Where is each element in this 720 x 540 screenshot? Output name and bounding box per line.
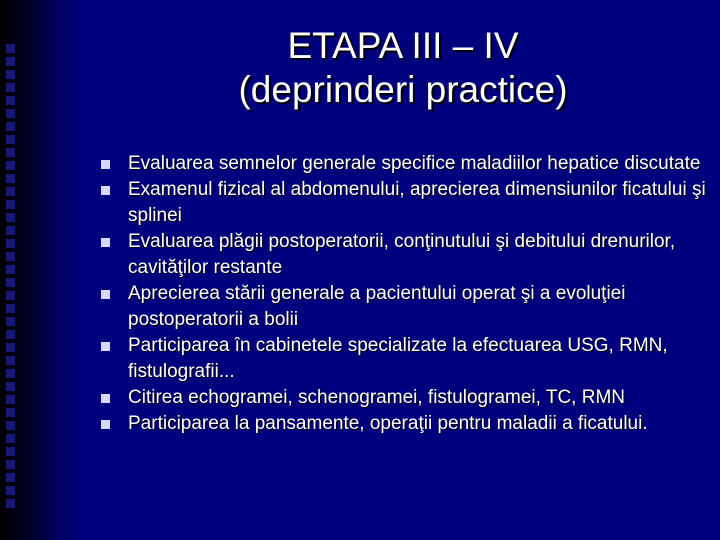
decorative-square	[6, 187, 15, 196]
decorative-square-column	[2, 44, 20, 512]
square-bullet-icon	[101, 160, 110, 169]
decorative-square	[6, 96, 15, 105]
bullet-item	[98, 411, 710, 437]
bullet-text: Participarea la pansamente, operaţii pentru maladii a ficatului.	[128, 413, 648, 434]
decorative-square	[6, 382, 15, 391]
bullet-item	[98, 177, 710, 229]
slide-title-line-2: (deprinderi practice)	[238, 69, 568, 110]
decorative-square	[6, 499, 15, 508]
square-bullet-icon	[101, 420, 110, 429]
decorative-square	[6, 213, 15, 222]
decorative-square	[6, 252, 15, 261]
square-bullet-icon	[101, 238, 110, 247]
decorative-square	[6, 356, 15, 365]
decorative-square	[6, 278, 15, 287]
bullet-text: Participarea în cabinetele specializate la efectuarea USG, RMN, fistulografii...	[128, 335, 668, 382]
left-decorative-band	[0, 0, 86, 540]
slide-title	[86, 24, 720, 112]
decorative-square	[6, 57, 15, 66]
bullet-item	[98, 229, 710, 281]
decorative-square	[6, 434, 15, 443]
decorative-square	[6, 174, 15, 183]
decorative-square	[6, 421, 15, 430]
decorative-square	[6, 265, 15, 274]
decorative-square	[6, 395, 15, 404]
decorative-square	[6, 460, 15, 469]
square-bullet-icon	[101, 342, 110, 351]
decorative-square	[6, 109, 15, 118]
bullet-item	[98, 385, 710, 411]
decorative-square	[6, 304, 15, 313]
square-bullet-icon	[101, 394, 110, 403]
decorative-square	[6, 200, 15, 209]
decorative-square	[6, 408, 15, 417]
square-bullet-icon	[101, 186, 110, 195]
decorative-square	[6, 70, 15, 79]
decorative-square	[6, 447, 15, 456]
bullet-list	[98, 151, 710, 437]
decorative-square	[6, 330, 15, 339]
decorative-square	[6, 317, 15, 326]
decorative-square	[6, 343, 15, 352]
decorative-square	[6, 239, 15, 248]
decorative-square	[6, 226, 15, 235]
decorative-square	[6, 486, 15, 495]
decorative-square	[6, 122, 15, 131]
bullet-item	[98, 281, 710, 333]
decorative-square	[6, 161, 15, 170]
bullet-text: Examenul fizical al abdomenului, aprecierea dimensiunilor ficatului şi splinei	[128, 179, 706, 226]
decorative-square	[6, 148, 15, 157]
decorative-square	[6, 473, 15, 482]
bullet-text: Aprecierea stării generale a pacientului operat şi a evoluţiei postoperatorii a bolii	[128, 283, 626, 330]
decorative-square	[6, 369, 15, 378]
decorative-square	[6, 83, 15, 92]
bullet-text: Evaluarea semnelor generale specifice maladiilor hepatice discutate	[128, 153, 701, 174]
bullet-item	[98, 151, 710, 177]
decorative-square	[6, 291, 15, 300]
bullet-item	[98, 333, 710, 385]
decorative-square	[6, 44, 15, 53]
slide-title-line-1: ETAPA III – IV	[287, 25, 519, 66]
bullet-text: Evaluarea plăgii postoperatorii, conţinutului şi debitului drenurilor, cavităţilor restante	[128, 231, 676, 278]
decorative-square	[6, 135, 15, 144]
square-bullet-icon	[101, 290, 110, 299]
bullet-text: Citirea echogramei, schenogramei, fistulogramei, TC, RMN	[128, 387, 625, 408]
